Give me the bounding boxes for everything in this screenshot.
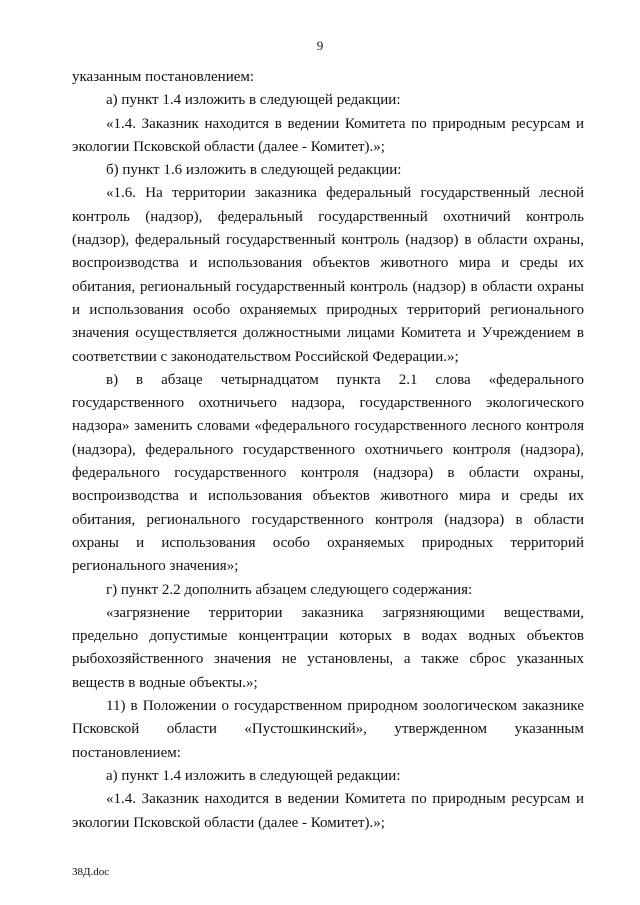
page-number: 9 bbox=[316, 38, 324, 53]
paragraph-2: а) пункт 1.4 изложить в следующей редакции: bbox=[106, 92, 401, 109]
paragraph-8: «загрязнение территории заказника загрязняющими веществами, предельно допустимые концентрации которых в водах водных объектов рыбохозяйственного значения не установлены, а также сброс указанных веществ в водные объекты.»; bbox=[72, 604, 584, 691]
paragraph-5: «1.6. На территории заказника федеральный государственный лесной контроль (надзор), федеральный государственный охотничий контроль (надзор), федеральный государственный контроль (надзор) в области охраны, воспроизводства и использования объектов животного мира и среды их обитания, региональный государственный контроль (надзор) в области охраны и использования особо охраняемых природных территорий регионального значения осуществляется должностными лицами Комитета и Учреждением в соответствии с законодательством Российской Федерации.»; bbox=[72, 185, 584, 365]
paragraph-9: 11) в Положении о государственном природном зоологическом заказнике Псковской области «Пустошкинский», утвержденном указанным постановлением: bbox=[72, 698, 584, 761]
paragraph-1: указанным постановлением: bbox=[72, 69, 255, 85]
paragraph-3: «1.4. Заказник находится в ведении Комитета по природным ресурсам и экологии Псковской области (далее - Комитет).»; bbox=[72, 115, 584, 155]
paragraph-10: а) пункт 1.4 изложить в следующей редакции: bbox=[106, 767, 401, 784]
paragraph-4: б) пункт 1.6 изложить в следующей редакции: bbox=[106, 162, 402, 179]
file-name-footer: 38Д.doc bbox=[72, 866, 110, 878]
document-body bbox=[72, 66, 584, 835]
paragraph-7: г) пункт 2.2 дополнить абзацем следующего содержания: bbox=[106, 581, 473, 598]
paragraph-6: в) в абзаце четырнадцатом пункта 2.1 слова «федерального государственного охотничьего надзора, государственного экологического надзора» заменить словами «федерального государственного лесного контроля (надзора), федерального государственного охотничьего контроля (надзора), федерального государственного контроля (надзора) в области охраны, воспроизводства и использования объектов животного мира и среды их обитания, регионального государственного контроля (надзора) в области охраны и использования особо охраняемых природных территорий регионального значения»; bbox=[72, 371, 584, 575]
paragraph-11: «1.4. Заказник находится в ведении Комитета по природным ресурсам и экологии Псковской области (далее - Комитет).»; bbox=[72, 791, 584, 831]
